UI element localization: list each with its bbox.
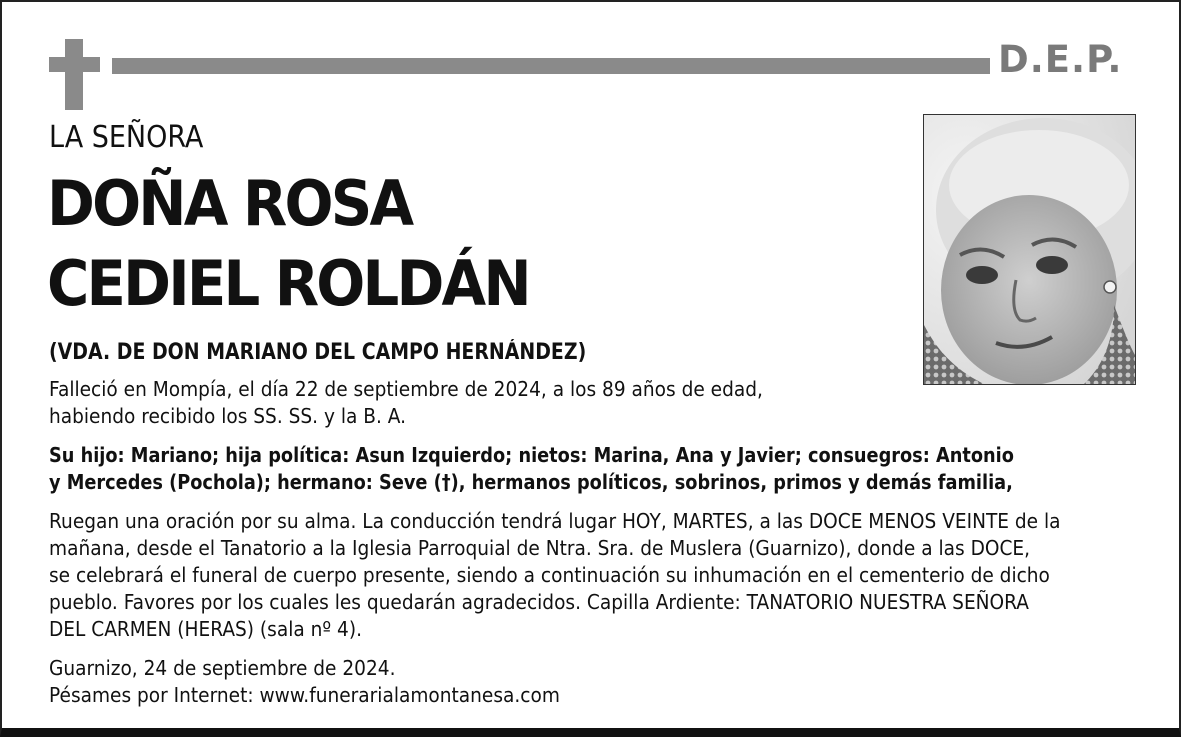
footer-paragraph: [49, 655, 560, 709]
family-paragraph: [49, 442, 1014, 496]
text-line: se celebrará el funeral de cuerpo presente, siendo a continuación su inhumación en el cementerio de dicho: [49, 563, 1050, 587]
portrait-photo: [923, 114, 1136, 385]
name-line: DOÑA ROSA: [47, 167, 412, 240]
dep-label: D.E.P.: [998, 38, 1123, 81]
text-line: DEL CARMEN (HERAS) (sala nº 4).: [49, 617, 362, 641]
header-rule: [112, 58, 990, 74]
text-line: habiendo recibido los SS. SS. y la B. A.: [49, 404, 407, 428]
title-label: LA SEÑORA: [49, 120, 204, 155]
date-line: Guarnizo, 24 de septiembre de 2024.: [49, 656, 396, 680]
text-line: Falleció en Mompía, el día 22 de septiembre de 2024, a los 89 años de edad,: [49, 377, 763, 401]
text-line: Su hijo: Mariano; hija política: Asun Izquierdo; nietos: Marina, Ana y Javier; consuegros: Antonio: [49, 443, 1014, 467]
death-paragraph: [49, 376, 763, 430]
text-line: pueblo. Favores por los cuales les quedarán agradecidos. Capilla Ardiente: TANATORIO NUESTRA SEÑORA: [49, 590, 1030, 614]
widow-line: (VDA. DE DON MARIANO DEL CAMPO HERNÁNDEZ): [49, 340, 587, 365]
cross-icon: [49, 39, 100, 110]
text-line: y Mercedes (Pochola); hermano: Seve (†), hermanos políticos, sobrinos, primos y demás familia,: [49, 470, 1013, 494]
text-line: mañana, desde el Tanatorio a la Iglesia Parroquial de Ntra. Sra. de Muslera (Guarnizo), donde a las DOCE,: [49, 536, 1031, 560]
condolences-link[interactable]: Pésames por Internet: www.funerarialamontanesa.com: [49, 683, 560, 707]
name-line: CEDIEL ROLDÁN: [47, 247, 529, 320]
text-line: Ruegan una oración por su alma. La conducción tendrá lugar HOY, MARTES, a las DOCE MENOS VEINTE de la: [49, 509, 1061, 533]
deceased-name: [47, 164, 838, 324]
service-paragraph: [49, 508, 1061, 643]
